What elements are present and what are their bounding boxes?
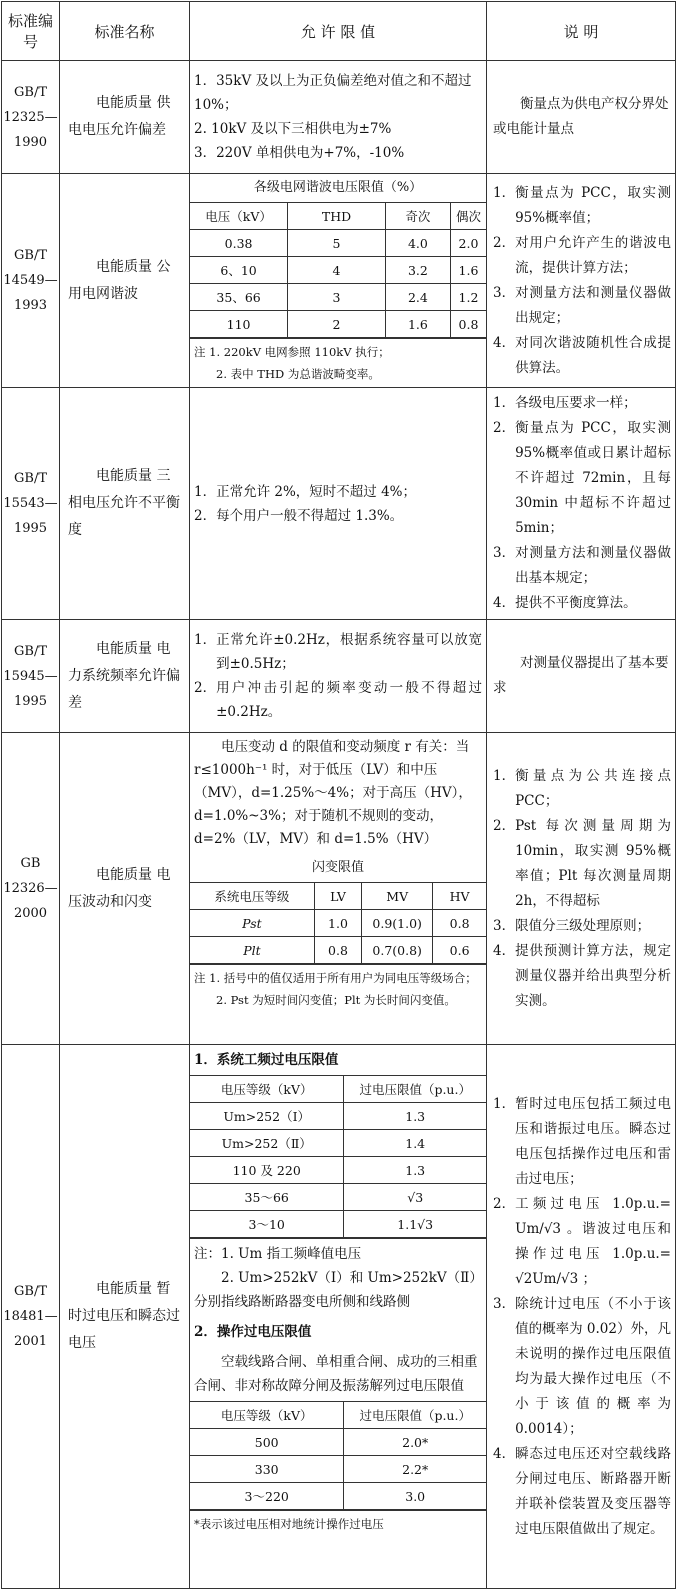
- standard-name: 电能质量 三相电压允许不平衡度: [60, 388, 190, 620]
- section-paragraph: 空载线路合闸、单相重合闸、成功的三相重合闸、非对称故障分闸及振荡解列过电压限值: [194, 1354, 478, 1394]
- standard-code: GB/T 14549— 1993: [2, 174, 60, 388]
- sub-table-row: Um>252（Ⅱ） 1.4: [190, 1130, 486, 1157]
- flicker-table: 系统电压等级 LV MV HV Pst 1.0 0.9(1.0) 0.8 Plt 0.8 0.7(0.8) 0.6: [190, 882, 486, 964]
- table-row: [2, 1045, 676, 1589]
- sub-table-row: Plt 0.8 0.7(0.8) 0.6: [190, 937, 486, 964]
- sub-table-row: 330 2.2*: [190, 1456, 486, 1483]
- sub-table-row: 110 及 220 1.3: [190, 1157, 486, 1184]
- standards-table: [1, 1, 676, 1589]
- standard-name: 电能质量 供电电压允许偏差: [60, 61, 190, 174]
- standard-name: 电能质量 电压波动和闪变: [60, 733, 190, 1045]
- standard-code: GB 12326— 2000: [2, 733, 60, 1045]
- standard-name: 电能质量 电力系统频率允许偏差: [60, 620, 190, 733]
- header-name: 标准名称: [60, 2, 190, 61]
- sub-table-row: 6、10 4 3.2 1.6: [190, 257, 486, 284]
- sub-table-row: Pst 1.0 0.9(1.0) 0.8: [190, 910, 486, 937]
- limits-cell: [190, 174, 487, 388]
- limits-cell: [190, 733, 487, 1045]
- header-notes: 说 明: [487, 2, 676, 61]
- sub-table-notes: 注：1. Um 指工频峰值电压 2. Um>252kV（Ⅰ）和 Um>252kV（Ⅱ）分别指线路断路器变电所侧和线路侧: [190, 1238, 486, 1317]
- header-limits: 允 许 限 值: [190, 2, 487, 61]
- sub-table-row: Um>252（Ⅰ） 1.3: [190, 1103, 486, 1130]
- limits-cell: 1． 正常允许±0.2Hz，根据系统容量可以放宽到±0.5Hz； 2． 用户冲击引起的频率变动一般不得超过±0.2Hz。: [190, 620, 487, 733]
- note-cell: 对测量仪器提出了基本要求: [487, 620, 676, 733]
- table-row: [2, 388, 676, 620]
- header-row: [2, 2, 676, 61]
- sub-table-row: 0.38 5 4.0 2.0: [190, 230, 486, 257]
- note-cell: 1． 暂时过电压包括工频过电压和谐振过电压。瞬态过电压包括操作过电压和雷击过电压； 2． 工频过电压 1.0p.u.= Um/√3 。谐波过电压和操作过电压 1.0p.u.= √2Um/√3 ； 3． 除统计过电压（不小于该值的概率为 0.02）外，凡未说明的操作过电压限值均为最大操作过电压（不小于该值的概率为 0.0014）； 4． 瞬态过电压还对空载线路分闸过电压、断路器开断并联补偿装置及变压器等过电压限值做出了规定。: [487, 1045, 676, 1589]
- table-row: [2, 620, 676, 733]
- table-row: [2, 733, 676, 1045]
- power-frequency-table: 电压等级（kV） 过电压限值（p.u.） Um>252（Ⅰ） 1.3 Um>252（Ⅱ） 1.4 110 及 220 1.3 35～66 √3 3～10 1.1√3: [190, 1075, 486, 1238]
- sub-table-footnote: 注 1. 括号中的值仅适用于所有用户为同电压等级场合； 2. Pst 为短时间闪变值；Plt 为长时间闪变值。: [190, 964, 486, 1013]
- sub-table-footnote: *表示该过电压相对地统计操作过电压: [190, 1510, 486, 1537]
- limits-cell: 1．35kV 及以上为正负偏差绝对值之和不超过10%； 2. 10kV 及以下三相供电为±7% 3．220V 单相供电为+7%，-10%: [190, 61, 487, 174]
- sub-table-row: 110 2 1.6 0.8: [190, 311, 486, 338]
- sub-table-row: 35、66 3 2.4 1.2: [190, 284, 486, 311]
- standard-code: GB/T 12325— 1990: [2, 61, 60, 174]
- flicker-paragraph: 电压变动 d 的限值和变动频度 r 有关：当 r≤1000h⁻¹ 时，对于低压（LV）和中压（MV），d=1.25%～4%；对于高压（HV），d=1.0%~3%；对于随机不规则的变动，d=2%（LV，MV）和 d=1.5%（HV）: [194, 739, 472, 847]
- sub-table-footnote: 注 1. 220kV 电网参照 110kV 执行； 2. 表中 THD 为总谐波畸变率。: [190, 338, 486, 387]
- note-cell: 1． 衡量点为公共连接点 PCC； 2． Pst 每次测量周期为10min，取实测 95%概率值；Plt 每次测量周期 2h，不得超标 3． 限值分三级处理原则； 4． 提供预测计算方法，规定测量仪器并给出典型分析实测。: [487, 733, 676, 1045]
- header-code: 标准编号: [2, 2, 60, 61]
- sub-table-title: 闪变限值: [311, 860, 364, 875]
- sub-table-title: 各级电网谐波电压限值（%）: [253, 180, 423, 195]
- harmonic-table: 电压（kV） THD 奇次 偶次 0.38 5 4.0 2.0 6、10 4 3.2 1.6 35、66 3 2.4 1.2 110 2 1.6 0.8: [190, 202, 486, 338]
- standard-name: 电能质量 暂时过电压和瞬态过电压: [60, 1045, 190, 1589]
- note-cell: 衡量点为供电产权分界处或电能计量点: [487, 61, 676, 174]
- sub-table-row: 3～10 1.1√3: [190, 1211, 486, 1238]
- sub-table-row: 35～66 √3: [190, 1184, 486, 1211]
- section-heading: 1．系统工频过电压限值: [194, 1052, 339, 1068]
- table-row: [2, 61, 676, 174]
- section-heading: 2．操作过电压限值: [194, 1324, 312, 1340]
- standard-name: 电能质量 公用电网谐波: [60, 174, 190, 388]
- sub-table-row: 3～220 3.0: [190, 1483, 486, 1510]
- switching-overvoltage-table: 电压等级（kV） 过电压限值（p.u.） 500 2.0* 330 2.2* 3～220 3.0: [190, 1401, 486, 1510]
- limits-cell: [190, 1045, 487, 1589]
- note-cell: 1． 衡量点为 PCC，取实测95%概率值； 2． 对用户允许产生的谐波电流，提供计算方法； 3． 对测量方法和测量仪器做出规定； 4． 对同次谐波随机性合成提供算法。: [487, 174, 676, 388]
- standard-code: GB/T 15945— 1995: [2, 620, 60, 733]
- standard-code: GB/T 18481— 2001: [2, 1045, 60, 1589]
- table-row: [2, 174, 676, 388]
- sub-table-row: 500 2.0*: [190, 1429, 486, 1456]
- standard-code: GB/T 15543— 1995: [2, 388, 60, 620]
- note-cell: 1． 各级电压要求一样； 2． 衡量点为 PCC，取实测95%概率值或日累计超标不许超过 72min，且每30min 中超标不许超过5min； 3． 对测量方法和测量仪器做出基本规定； 4． 提供不平衡度算法。: [487, 388, 676, 620]
- limits-cell: 1． 正常允许 2%，短时不超过 4%； 2． 每个用户一般不得超过 1.3%。: [190, 388, 487, 620]
